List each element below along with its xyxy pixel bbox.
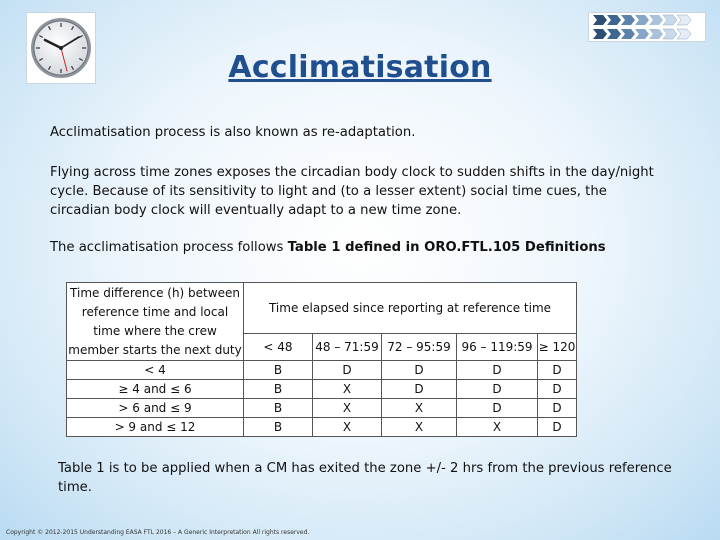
column-header: 72 – 95:59	[382, 334, 457, 361]
row-label: > 6 and ≤ 9	[67, 399, 244, 418]
table-cell: X	[313, 418, 382, 437]
table-cell: D	[313, 361, 382, 380]
acclimatisation-table	[66, 282, 577, 437]
column-header: 48 – 71:59	[313, 334, 382, 361]
row-label: < 4	[67, 361, 244, 380]
intro-paragraph: Acclimatisation process is also known as re-adaptation.	[50, 125, 416, 140]
table-reference-paragraph	[50, 238, 660, 257]
table-cell: B	[244, 418, 313, 437]
column-header: 96 – 119:59	[457, 334, 538, 361]
column-header: < 48	[244, 334, 313, 361]
table-cell: D	[538, 418, 577, 437]
row-header-cell: Time difference (h) between reference time and local time where the crew member starts the next duty	[67, 283, 244, 361]
row-label: > 9 and ≤ 12	[67, 418, 244, 437]
table-cell: D	[382, 361, 457, 380]
table-cell: X	[382, 399, 457, 418]
table-cell: B	[244, 399, 313, 418]
table-cell: B	[244, 380, 313, 399]
table-row	[67, 380, 577, 399]
table-cell: D	[538, 399, 577, 418]
column-header: ≥ 120	[538, 334, 577, 361]
table-cell: D	[538, 361, 577, 380]
table-cell: D	[457, 361, 538, 380]
table-cell: X	[313, 399, 382, 418]
row-label: ≥ 4 and ≤ 6	[67, 380, 244, 399]
chevron-arrows-icon	[589, 13, 705, 41]
chevron-arrows-logo	[588, 12, 706, 42]
table-row	[67, 361, 577, 380]
copyright-footer: Copyright © 2012-2015 Understanding EASA FTL 2016 – A Generic Interpretation All rights reserved.	[6, 529, 310, 536]
table-row	[67, 418, 577, 437]
circadian-paragraph: Flying across time zones exposes the circadian body clock to sudden shifts in the day/night cycle. Because of its sensitivity to light and (to a lesser extent) social time cues, the circadian body clock will eventually adapt to a new time zone.	[50, 165, 654, 218]
table-row	[67, 399, 577, 418]
table-cell: D	[382, 380, 457, 399]
table-reference-prefix: The acclimatisation process follows	[50, 240, 288, 255]
table-reference-bold: Table 1 defined in ORO.FTL.105 Definitions	[287, 240, 606, 255]
table-cell: D	[538, 380, 577, 399]
table-cell: D	[457, 380, 538, 399]
table-note-paragraph: Table 1 is to be applied when a CM has exited the zone +/- 2 hrs from the previous reference time.	[58, 461, 672, 495]
table-cell: B	[244, 361, 313, 380]
table-cell: X	[457, 418, 538, 437]
span-header-cell: Time elapsed since reporting at reference time	[244, 283, 577, 334]
page-title: Acclimatisation	[228, 50, 492, 85]
table-cell: X	[382, 418, 457, 437]
table-cell: D	[457, 399, 538, 418]
table-cell: X	[313, 380, 382, 399]
